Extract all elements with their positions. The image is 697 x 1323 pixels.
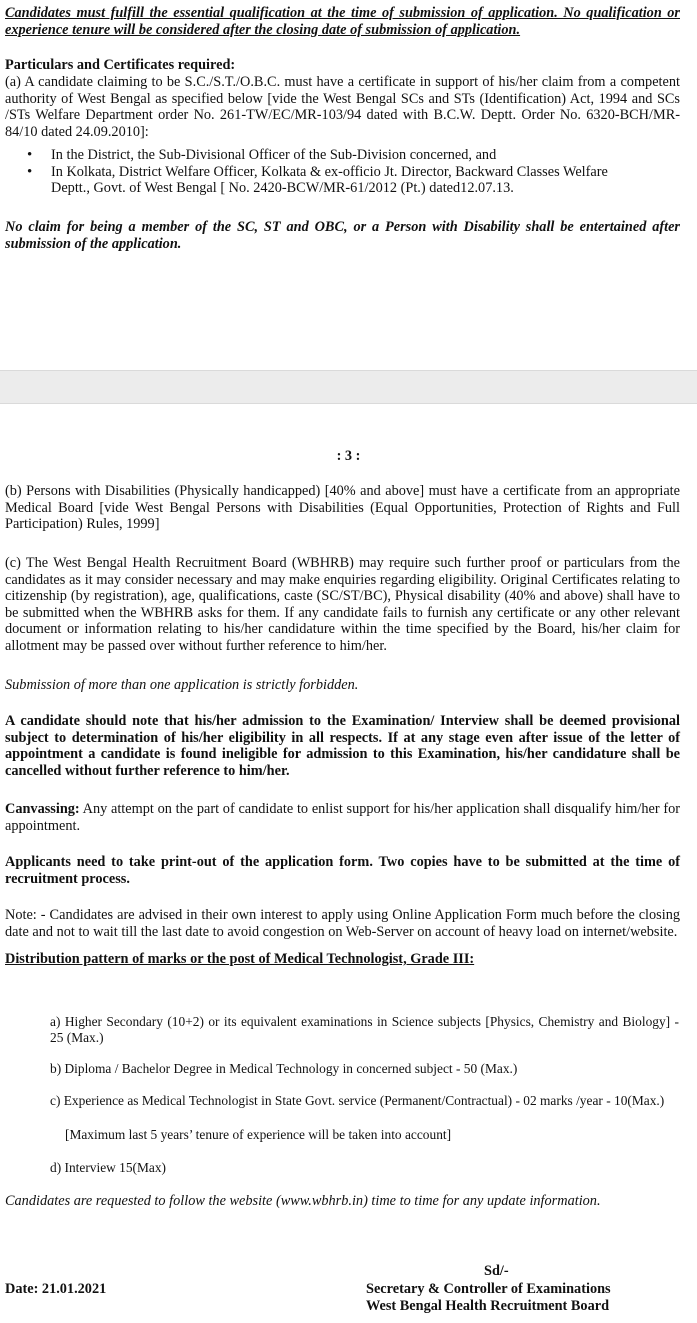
document-page-2-bottom [0, 0, 697, 370]
issue-date: Date: 21.01.2021 [5, 1281, 107, 1297]
one-application-notice: Submission of more than one application is strictly forbidden. [5, 677, 359, 693]
distribution-item-c-note: [Maximum last 5 years’ tenure of experience will be taken into account] [65, 1127, 452, 1142]
qualification-notice: Candidates must fulfill the essential qualification at the time of submission of application. No qualification or experience tenure will be considered after the closing date of submission of application. [5, 5, 680, 38]
signatory-organization: West Bengal Health Recruitment Board [366, 1298, 610, 1314]
document-page-3 [0, 403, 697, 1323]
canvassing-text: Any attempt on the part of candidate to enlist support for his/her application shall disqualify him/her for appointment. [5, 801, 680, 834]
distribution-item-c: c) Experience as Medical Technologist in State Govt. service (Permanent/Contractual) - 02 marks /year - 10(Max.) [50, 1093, 665, 1108]
page-gap [0, 370, 697, 404]
printout-notice: Applicants need to take print-out of the application form. Two copies have to be submitted at the time of recruitment process. [5, 854, 680, 887]
distribution-item-a: a) Higher Secondary (10+2) or its equivalent examinations in Science subjects [Physics, Chemistry and Biology] - 25 (Max.) [50, 1014, 679, 1045]
distribution-item-b: b) Diploma / Bachelor Degree in Medical Technology in concerned subject - 50 (Max.) [50, 1061, 518, 1076]
para-c-wbhrb: (c) The West Bengal Health Recruitment Board (WBHRB) may require such further proof or particulars from the candidates as it may consider necessary and may make enquiries regarding eligibility. Original Certificates relating to citizenship (by registration), age, qualifications, caste (SC/ST/BC), Physical disability (40% and above) shall have to be submitted when the WBHRB asks for them. If any candidate fails to furnish any certificate or any other relevant document or information relating to his/her candidature within the time specified by the Board, his/her claim for allotment may be passed over without further reference to him/her. [5, 555, 680, 654]
distribution-heading: Distribution pattern of marks or the post of Medical Technologist, Grade III: [5, 951, 475, 967]
provisional-admission-notice: A candidate should note that his/her admission to the Examination/ Interview shall be deemed provisional subject to determination of his/her eligibility in all respects. If at any stage even after issue of the letter of appointment a candidate is found ineligible for admission to this Examination, his/her candidature shall be cancelled without further reference to him/her. [5, 713, 680, 779]
signatory-title: Secretary & Controller of Examinations [366, 1281, 611, 1297]
website-notice: Candidates are requested to follow the website (www.wbhrb.in) time to time for any update information. [5, 1193, 601, 1209]
canvassing-label: Canvassing: [5, 801, 80, 817]
no-claim-notice: No claim for being a member of the SC, ST and OBC, or a Person with Disability shall be entertained after submission of the application. [5, 219, 680, 252]
particulars-heading: Particulars and Certificates required: [5, 57, 236, 73]
para-b-disability: (b) Persons with Disabilities (Physically handicapped) [40% and above] must have a certificate from an appropriate Medical Board [vide West Bengal Persons with Disabilities (Equal Opportunities, Protection of Rights and Full Participation) Rules, 1999] [5, 483, 680, 533]
distribution-item-d: d) Interview 15(Max) [50, 1160, 167, 1175]
canvassing-notice [5, 801, 680, 834]
para-a-certificate: (a) A candidate claiming to be S.C./S.T./O.B.C. must have a certificate in support of his/her claim from a competent authority of West Bengal as specified below [vide the West Bengal SCs and STs (Identification) Act, 1994 and SCs /STs Welfare Department order No. 261-TW/EC/MR-103/94 dated with B.C.W. Deptt. Order No. 6320-BCH/MR-84/10 dated 24.09.2010]: [5, 74, 680, 140]
sd-mark: Sd/- [484, 1263, 509, 1279]
page-number: : 3 : [336, 448, 361, 464]
authority-list [5, 147, 680, 197]
list-item: • In Kolkata, District Welfare Officer, Kolkata & ex-officio Jt. Director, Backward Classes Welfare Deptt., Govt. of West Bengal [ No. 2420-BCW/MR-61/2012 (Pt.) dated12.07.13. [5, 164, 680, 197]
online-form-note: Note: - Candidates are advised in their own interest to apply using Online Application Form much before the closing date and not to wait till the last date to avoid congestion on Web-Server on account of heavy load on internet/website. [5, 907, 680, 940]
list-item: • In the District, the Sub-Divisional Officer of the Sub-Division concerned, and [5, 147, 680, 164]
